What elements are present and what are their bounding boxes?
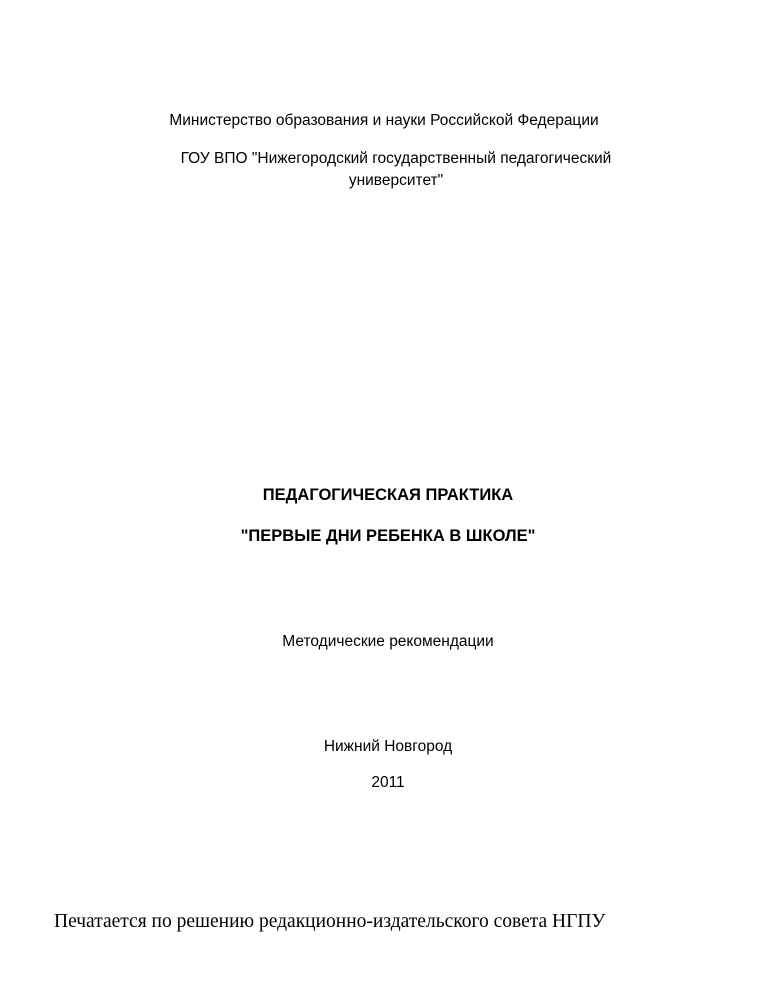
ministry-name: Министерство образования и науки Российской Федерации bbox=[169, 112, 599, 129]
document-title-line-1: ПЕДАГОГИЧЕСКАЯ ПРАКТИКА bbox=[262, 486, 514, 504]
publication-city: Нижний Новгород bbox=[323, 738, 453, 755]
university-name-line-2: университет" bbox=[348, 172, 444, 189]
publication-approval-note: Печатается по решению редакционно-издательского совета НГПУ bbox=[54, 911, 606, 932]
document-title-line-2: "ПЕРВЫЕ ДНИ РЕБЕНКА В ШКОЛЕ" bbox=[240, 527, 536, 545]
document-subtitle: Методические рекомендации bbox=[282, 633, 494, 650]
publication-year: 2011 bbox=[371, 774, 405, 791]
university-name-line-1: ГОУ ВПО "Нижегородский государственный педагогический bbox=[180, 150, 612, 167]
